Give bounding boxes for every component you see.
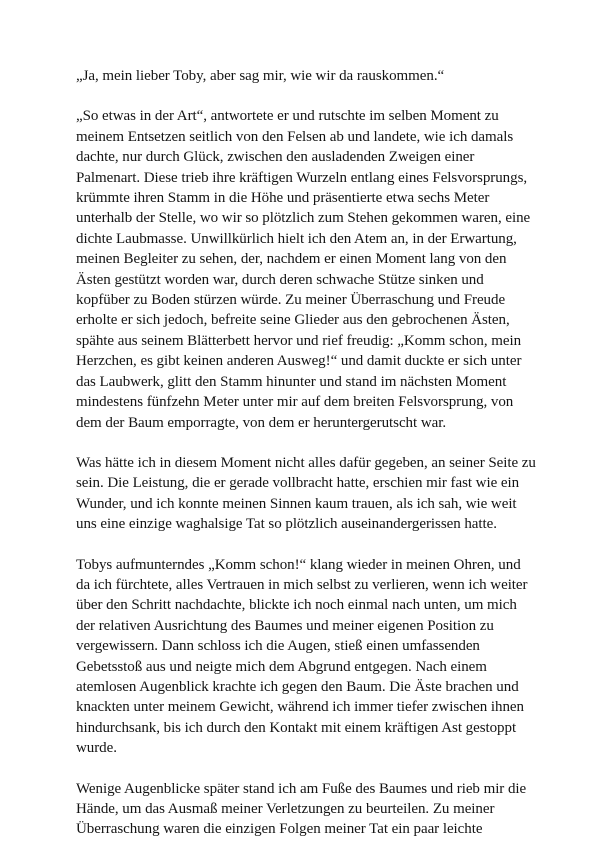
paragraph-3: Was hätte ich in diesem Moment nicht alles dafür gegeben, an seiner Seite zu sein. Die Leistung, die er gerade vollbracht hatte, erschien mir fast wie ein Wunder, und ich konnte meinen Sinnen kaum trauen, als ich sah, wie weit uns eine einzige waghalsige Tat so plötzlich auseinandergerissen hatte. bbox=[76, 454, 536, 533]
paragraph-2: „So etwas in der Art“, antwortete er und rutschte im selben Moment zu meinem Entsetzen seitlich von den Felsen ab und landete, wie ich damals dachte, nur durch Glück, zwischen den ausladenden Zweigen einer Palmenart. Diese trieb ihre kräftigen Wurzeln entlang eines Felsvorsprungs, krümmte ihren Stamm in die Höhe und präsentierte etwa sechs Meter unterhalb der Stelle, wo wir so plötzlich zum Stehen gekommen waren, eine dichte Laubmasse. Unwillkürlich hielt ich den Atem an, in der Erwartung, meinen Begleiter zu sehen, der, nachdem er einen Moment lang von den Ästen gestützt worden war, durch deren schwache Stütze sinken und kopfüber zu Boden stürzen würde. Zu meiner Überraschung und Freude erholte er sich jedoch, befreite seine Glieder aus den gebrochenen Ästen, spähte aus seinem Blätterbett hervor und rief freudig: „Komm schon, mein Herzchen, es gibt keinen anderen Ausweg!“ und damit duckte er sich unter das Laubwerk, glitt den Stamm hinunter und stand im nächsten Moment mindestens fünfzehn Meter unter mir auf dem breiten Felsvorsprung, von dem der Baum emporragte, von dem er heruntergerutscht war. bbox=[76, 108, 531, 431]
paragraph-5: Wenige Augenblicke später stand ich am Fuße des Baumes und rieb mir die Hände, um das Ausmaß meiner Verletzungen zu beurteilen. Zu meiner Überraschung waren die einzigen Folgen meiner Tat ein paar leichte bbox=[76, 780, 527, 838]
paragraph-4: Tobys aufmunterndes „Komm schon!“ klang wieder in meinen Ohren, und da ich fürchtete, alles Vertrauen in mich selbst zu verlieren, wenn ich weiter über den Schritt nachdachte, blickte ich noch einmal nach unten, um mich der relativen Ausrichtung des Baumes und meiner eigenen Position zu vergewissern. Dann schloss ich die Augen, stieß einen umfassenden Gebetsstoß aus und neigte mich dem Abgrund entgegen. Nach einem atemlosen Augenblick krachte ich gegen den Baum. Die Äste brachen und knackten unter meinem Gewicht, während ich immer tiefer zwischen ihnen hindurchsank, bis ich durch den Kontakt mit einem kräftigen Ast gestoppt wurde. bbox=[76, 556, 528, 757]
paragraph-1: „Ja, mein lieber Toby, aber sag mir, wie wir da rauskommen.“ bbox=[76, 68, 445, 84]
document-page bbox=[76, 66, 536, 860]
